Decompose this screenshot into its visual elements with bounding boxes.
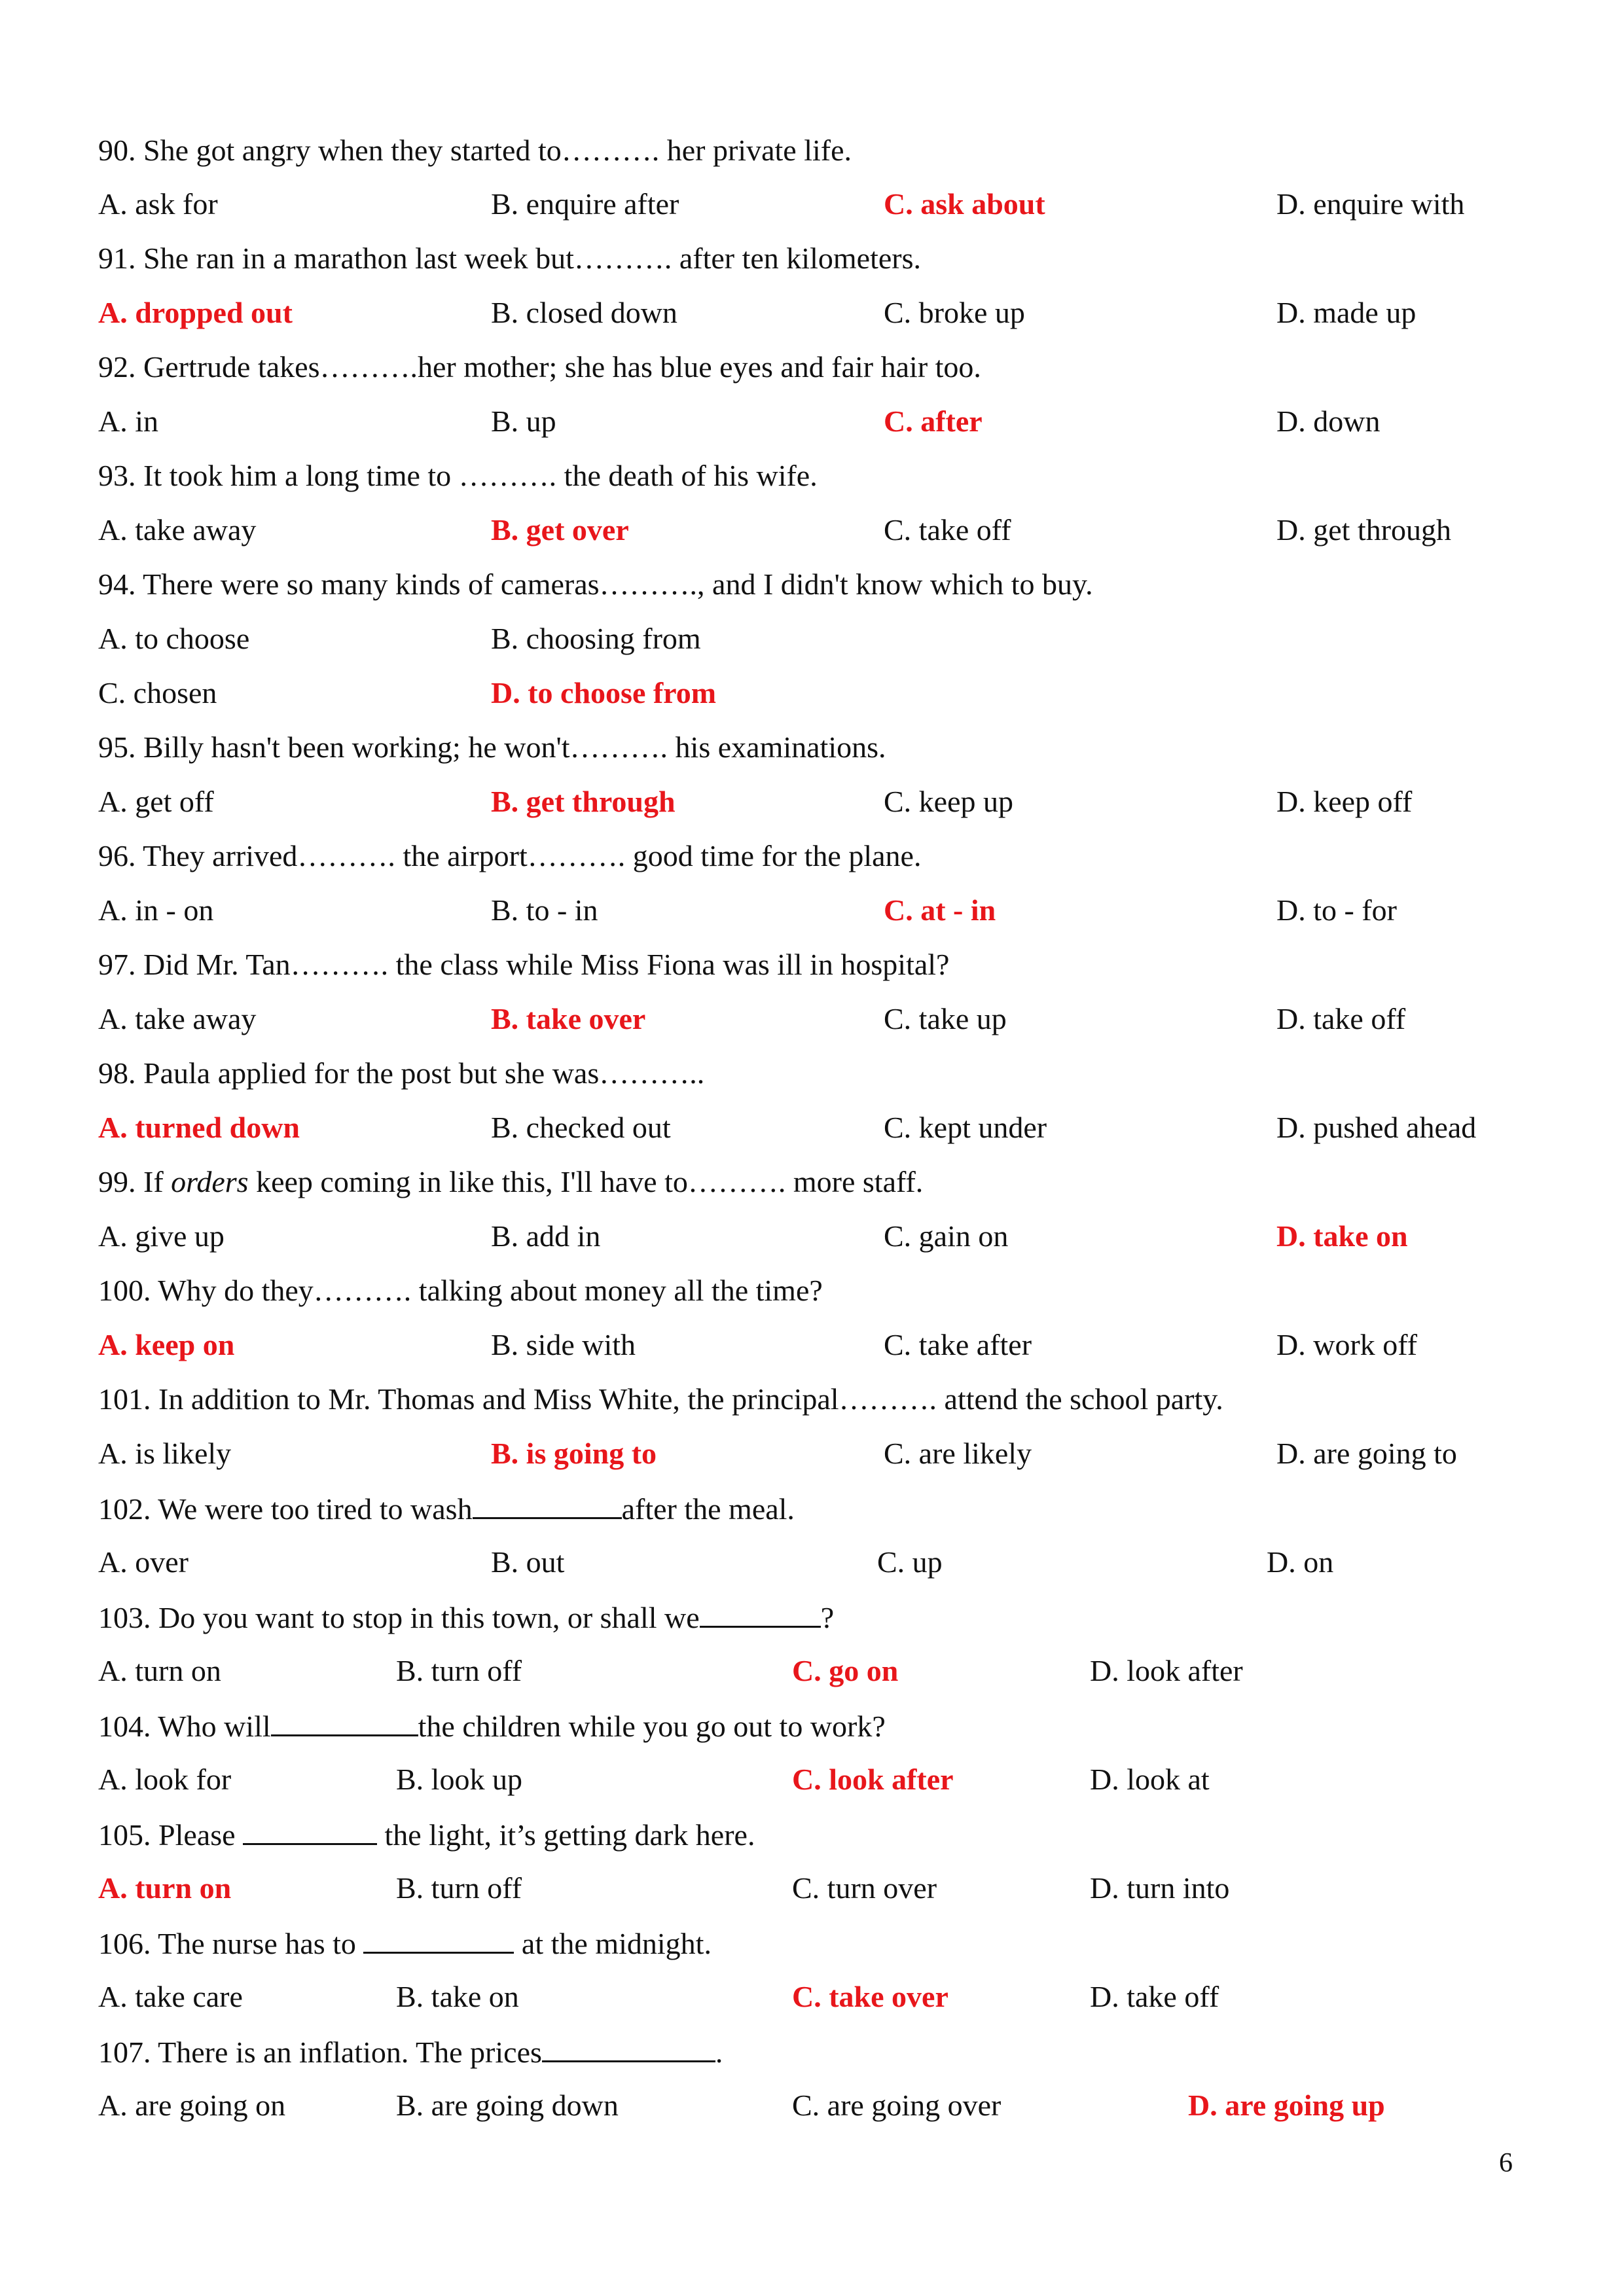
question-104 [0,1706,1624,1758]
option-c-answer: C. after [884,404,983,438]
question-96 [0,836,1624,889]
question-103 [0,1597,1624,1649]
option-c-answer: C. ask about [884,187,1045,221]
stem-after: keep coming in like this, I'll have to………. more staff. [248,1165,924,1198]
option-a-answer: A. turned down [98,1111,300,1144]
option-b: B. up [491,404,556,438]
option-d: D. turn into [1090,1871,1230,1905]
option-b: B. take on [396,1980,519,2013]
options-106 [0,1977,1624,2030]
options-94-row2 [0,673,1624,726]
question-stem: 91. She ran in a marathon last week but………. after ten kilometers. [98,242,921,275]
options-101 [0,1434,1624,1486]
question-97 [0,945,1624,997]
option-d-answer: D. to choose from [491,676,717,709]
options-100 [0,1325,1624,1378]
options-95 [0,782,1624,834]
answer-blank [542,2032,715,2062]
question-91 [0,239,1624,291]
stem-before: 106. The nurse has to [98,1927,364,1960]
option-c: C. take after [884,1328,1032,1361]
question-stem [98,1923,712,1964]
question-stem [98,1597,834,1638]
option-d: D. look at [1090,1763,1210,1796]
options-94-row1 [0,619,1624,672]
question-100 [0,1271,1624,1323]
question-102 [0,1488,1624,1541]
option-c-answer: C. look after [792,1763,954,1796]
question-98 [0,1054,1624,1106]
option-b: B. are going down [396,2089,619,2122]
option-d: D. made up [1276,296,1416,329]
option-c: C. broke up [884,296,1025,329]
option-c: C. turn over [792,1871,937,1905]
stem-before: 107. There is an inflation. The prices [98,2036,542,2069]
option-a: A. over [98,1545,189,1579]
options-99 [0,1217,1624,1269]
option-d: D. on [1267,1545,1334,1579]
stem-before: 104. Who will [98,1710,271,1743]
option-b-answer: B. get over [491,513,629,547]
stem-after: the light, it’s getting dark here. [377,1818,755,1852]
question-stem: 94. There were so many kinds of cameras………., and I didn't know which to buy. [98,567,1093,601]
option-a: A. take care [98,1980,243,2013]
question-101 [0,1380,1624,1432]
option-c-answer: C. go on [792,1654,899,1687]
question-stem [98,1488,795,1529]
option-c: C. chosen [98,676,217,709]
option-d-answer: D. take on [1276,1219,1408,1253]
option-a: A. get off [98,785,214,818]
question-95 [0,728,1624,780]
option-b: B. turn off [396,1871,522,1905]
options-92 [0,402,1624,454]
option-a-answer: A. turn on [98,1871,232,1905]
option-d: D. enquire with [1276,187,1465,221]
question-stem: 98. Paula applied for the post but she was……….. [98,1056,705,1090]
option-d: D. take off [1276,1002,1406,1035]
stem-after: . [715,2036,723,2069]
options-103 [0,1651,1624,1704]
question-stem: 101. In addition to Mr. Thomas and Miss White, the principal………. attend the school party. [98,1382,1223,1416]
option-d: D. get through [1276,513,1452,547]
option-a: A. take away [98,1002,257,1035]
options-96 [0,891,1624,943]
question-stem: 92. Gertrude takes……….her mother; she has blue eyes and fair hair too. [98,350,981,384]
options-97 [0,999,1624,1052]
option-c-answer: C. take over [792,1980,948,2013]
option-b-answer: B. is going to [491,1437,657,1470]
option-d: D. take off [1090,1980,1219,2013]
stem-before: 102. We were too tired to wash [98,1492,473,1526]
question-92 [0,348,1624,400]
option-c: C. are going over [792,2089,1001,2122]
question-stem [98,2032,723,2072]
option-a: A. in [98,404,158,438]
option-a: A. in - on [98,893,214,927]
option-b: B. choosing from [491,622,701,655]
option-b: B. enquire after [491,187,679,221]
option-a-answer: A. keep on [98,1328,235,1361]
question-105 [0,1814,1624,1867]
option-d-answer: D. are going up [1188,2089,1385,2122]
option-c: C. keep up [884,785,1014,818]
option-d: D. to - for [1276,893,1397,927]
question-99 [0,1162,1624,1215]
option-d: D. work off [1276,1328,1418,1361]
option-b: B. checked out [491,1111,671,1144]
options-102 [0,1543,1624,1595]
answer-blank [243,1814,377,1845]
option-c: C. kept under [884,1111,1047,1144]
option-d: D. keep off [1276,785,1413,818]
option-d: D. pushed ahead [1276,1111,1477,1144]
answer-blank [473,1488,622,1519]
option-b-answer: B. get through [491,785,676,818]
option-d: D. look after [1090,1654,1243,1687]
question-106 [0,1923,1624,1975]
option-b: B. closed down [491,296,677,329]
options-105 [0,1869,1624,1921]
option-d: D. are going to [1276,1437,1457,1470]
stem-before: 105. Please [98,1818,244,1852]
answer-blank [271,1706,418,1736]
option-d: D. down [1276,404,1380,438]
option-a: A. give up [98,1219,225,1253]
options-107 [0,2086,1624,2138]
option-b-answer: B. take over [491,1002,646,1035]
options-93 [0,511,1624,563]
stem-after: ? [820,1601,835,1634]
option-b: B. out [491,1545,565,1579]
stem-italic-word: orders [171,1165,249,1198]
option-a: A. look for [98,1763,232,1796]
question-107 [0,2032,1624,2084]
question-stem [98,1706,886,1746]
question-stem: 96. They arrived………. the airport………. good time for the plane. [98,839,922,872]
stem-before: 103. Do you want to stop in this town, or shall we [98,1601,700,1634]
option-c: C. take off [884,513,1011,547]
option-b: B. turn off [396,1654,522,1687]
option-a: A. are going on [98,2089,286,2122]
option-a-answer: A. dropped out [98,296,293,329]
option-a: A. to choose [98,622,250,655]
option-a: A. take away [98,513,257,547]
stem-after: after the meal. [621,1492,795,1526]
option-b: B. add in [491,1219,601,1253]
stem-before: 99. If [98,1165,171,1198]
question-stem: 95. Billy hasn't been working; he won't………. his examinations. [98,730,886,764]
option-c: C. up [877,1545,943,1579]
option-a: A. turn on [98,1654,221,1687]
option-b: B. to - in [491,893,598,927]
option-b: B. look up [396,1763,522,1796]
option-c-answer: C. at - in [884,893,996,927]
answer-blank [363,1923,514,1954]
option-c: C. gain on [884,1219,1009,1253]
question-stem [98,1814,755,1855]
options-90 [0,185,1624,237]
option-a: A. is likely [98,1437,232,1470]
question-stem: 93. It took him a long time to ………. the death of his wife. [98,459,818,492]
option-c: C. are likely [884,1437,1032,1470]
question-94 [0,565,1624,617]
page-number: 6 [1499,2148,1513,2178]
option-b: B. side with [491,1328,636,1361]
question-93 [0,456,1624,509]
stem-after: the children while you go out to work? [418,1710,886,1743]
option-c: C. take up [884,1002,1007,1035]
options-98 [0,1108,1624,1160]
question-stem: 97. Did Mr. Tan………. the class while Miss Fiona was ill in hospital? [98,948,950,981]
question-stem [98,1162,923,1202]
options-104 [0,1760,1624,1812]
question-stem: 100. Why do they………. talking about money all the time? [98,1274,823,1307]
question-stem: 90. She got angry when they started to………. her private life. [98,134,852,167]
option-a: A. ask for [98,187,218,221]
question-90 [0,131,1624,183]
answer-blank [700,1597,821,1628]
stem-after: at the midnight. [514,1927,712,1960]
options-91 [0,293,1624,346]
